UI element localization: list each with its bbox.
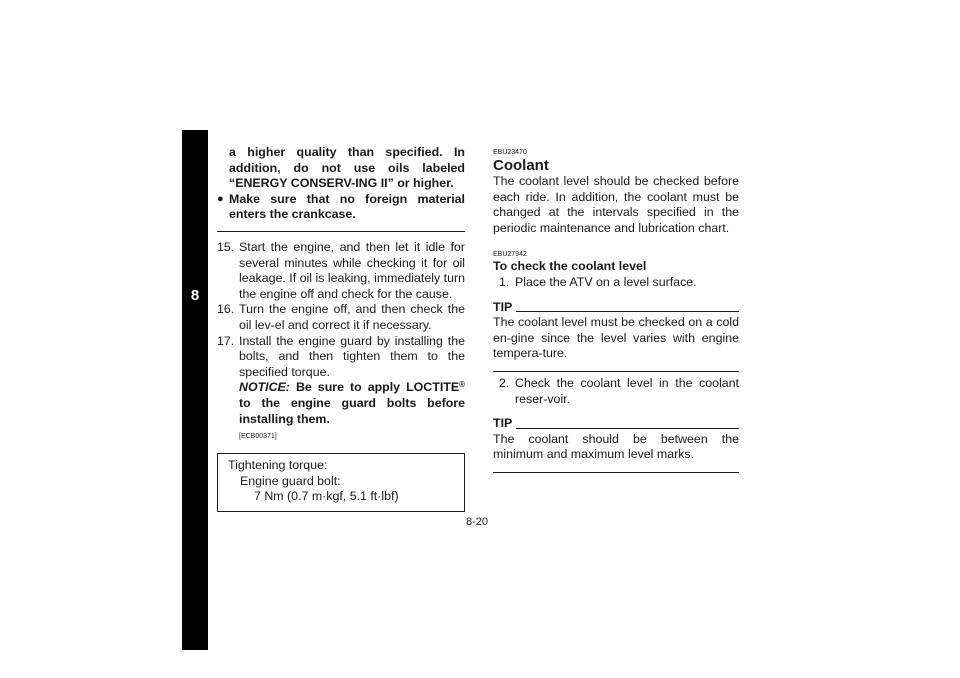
torque-title: Tightening torque: [228, 458, 328, 473]
section-intro: The coolant level should be checked before each ride. In addition, the coolant must be changed at the intervals specified in the periodic maintenance and lubrication chart. [493, 174, 739, 235]
tip-2-text: The coolant should be between the minimum and maximum level marks. [493, 431, 739, 462]
step-text: Start the engine, and then let it idle for several minutes while checking it for oil leakage. If oil is leaking, immediately turn the engine off and check for the cause. [239, 239, 465, 301]
step-number: 15. [217, 239, 235, 254]
step-15 [217, 240, 465, 302]
subsection-code: EBU27942 [493, 251, 527, 259]
chapter-number: 8 [190, 287, 200, 304]
notice-text-b: to the engine guard bolts before installing them. [239, 395, 465, 426]
step-16 [217, 302, 465, 333]
section-code: EBU23470 [493, 149, 527, 156]
step-number: 17. [217, 333, 235, 348]
left-column [217, 145, 465, 512]
step-number: 1. [499, 274, 510, 289]
tip-2-header [493, 416, 739, 432]
warning-continuation: a higher quality than specified. In addition, do not use oils labeled “ENERGY CONSERV-ING II” or higher. [229, 145, 465, 191]
section-title: Coolant [493, 157, 549, 174]
tip-2-end-rule [493, 472, 739, 473]
torque-value: 7 Nm (0.7 m·kgf, 5.1 ft·lbf) [254, 489, 399, 504]
tip-1-header [493, 300, 739, 316]
subsection-title: To check the coolant level [493, 259, 647, 274]
step-17-body [239, 334, 465, 442]
warning-bullet [217, 192, 465, 223]
tip-rule [516, 311, 739, 312]
notice-text-a: Be sure to apply LOCTITE [289, 380, 460, 395]
coolant-step-1 [493, 275, 739, 291]
bullet-icon: ● [217, 192, 224, 205]
warning-bullet-text: Make sure that no foreign material enters the crankcase. [229, 191, 465, 222]
torque-box [217, 453, 465, 512]
step-text: Turn the engine off, and then check the oil lev-el and correct it if necessary. [239, 302, 465, 332]
chapter-tab [182, 130, 208, 650]
notice [239, 380, 465, 427]
right-column [493, 145, 739, 473]
tip-rule [516, 428, 739, 429]
step-17 [217, 334, 465, 442]
tip-1-text: The coolant level must be checked on a cold en-gine since the level varies with engine tempera-ture. [493, 315, 739, 361]
registered-mark: ® [459, 380, 465, 390]
torque-item: Engine guard bolt: [240, 473, 341, 488]
tip-1-end-rule [493, 371, 739, 372]
step-number: 2. [499, 375, 510, 390]
notice-code: [ECB00371] [239, 433, 277, 441]
tip-label: TIP [493, 416, 513, 431]
step-text: Place the ATV on a level surface. [515, 274, 697, 289]
warning-divider [217, 231, 465, 232]
step-text: Check the coolant level in the coolant reser-voir. [515, 375, 739, 406]
page-number: 8-20 [466, 516, 489, 528]
step-text: Install the engine guard by installing the bolts, and then tighten them to the specified torque. [239, 333, 465, 379]
tip-label: TIP [493, 299, 513, 314]
notice-label: NOTICE: [239, 380, 290, 395]
coolant-step-2 [493, 376, 739, 407]
step-number: 16. [217, 302, 235, 317]
